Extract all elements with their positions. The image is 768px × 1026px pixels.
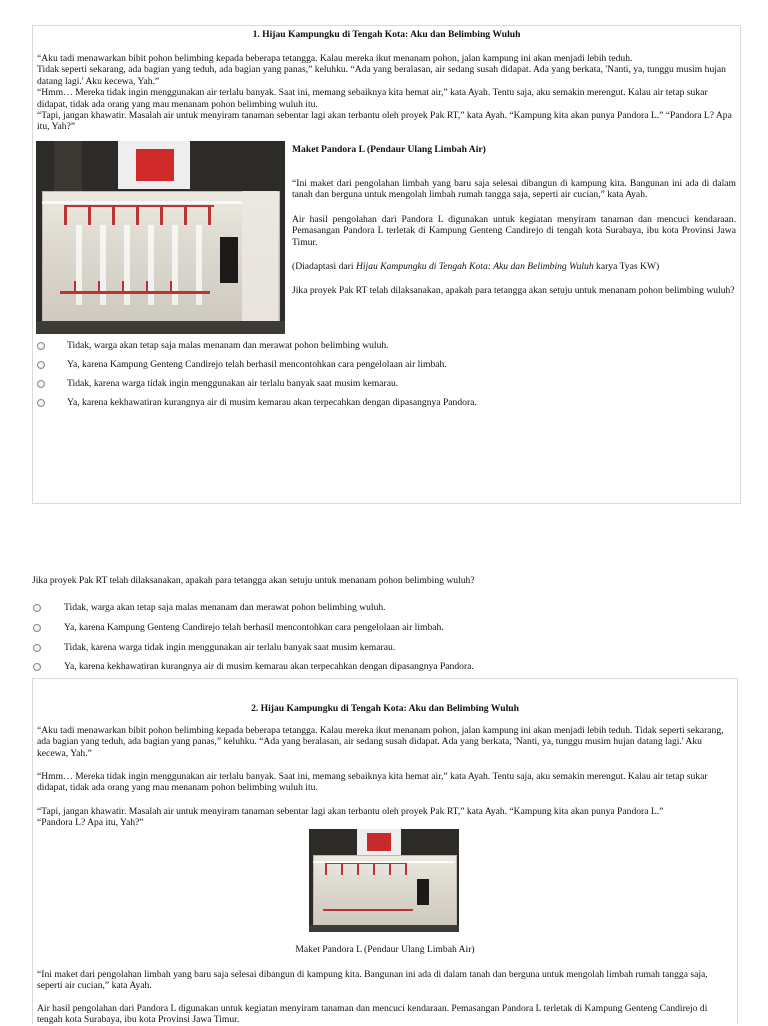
q1-paragraph-2: Tidak seperti sekarang, ada bagian yang teduh, ada bagian yang panas,” keluhku. “Ada yang beralasan, air sedang susah didapat. Ada yang berkata, 'Nanti, ya, tunggu musim hujan datang lagi.' Aku kecewa, Yah.” <box>37 64 726 87</box>
q1-paragraph-5: “Ini maket dari pengolahan limbah yang baru saja selesai dibangun di kampung kita. Bangunan ini ada di dalam tanah dan berguna untuk mengolah limbah rumah tangga saja, seperti air cucian,” kata Ayah. <box>292 178 736 201</box>
q1-option-a[interactable] <box>37 340 389 351</box>
q1-paragraph-6: Air hasil pengolahan dari Pandora L digunakan untuk kegiatan menyiram tanaman dan mencuci kendaraan. Pemasangan Pandora L terletak di Kampung Genteng Candirejo di tengah kota Surabaya, ibu kota Provinsi Jawa Timur. <box>292 214 736 248</box>
q1-source-suffix: karya Tyas KW) <box>593 261 660 272</box>
q1-story <box>37 53 736 133</box>
radio-button[interactable] <box>33 663 41 671</box>
q2-paragraph-3 <box>37 806 733 829</box>
mid-option-b[interactable] <box>33 622 444 633</box>
radio-button[interactable] <box>33 624 41 632</box>
q1-option-b[interactable] <box>37 359 447 370</box>
q1-source <box>292 261 736 272</box>
q1-option-d[interactable] <box>37 397 477 408</box>
q1-source-prefix: (Diadaptasi dari <box>292 261 356 272</box>
mid-option-a-label: Tidak, warga akan tetap saja malas menanam dan merawat pohon belimbing wuluh. <box>64 602 386 613</box>
pandora-model-photo <box>36 141 285 334</box>
q1-photo-caption: Maket Pandora L (Pendaur Ulang Limbah Air) <box>292 144 486 155</box>
q1-option-a-label: Tidak, warga akan tetap saja malas menanam dan merawat pohon belimbing wuluh. <box>67 340 389 351</box>
question-2-title: 2. Hijau Kampungku di Tengah Kota: Aku dan Belimbing Wuluh <box>251 703 519 714</box>
radio-button[interactable] <box>33 604 41 612</box>
q1-question: Jika proyek Pak RT telah dilaksanakan, apakah para tetangga akan setuju untuk menanam pohon belimbing wuluh? <box>292 285 735 296</box>
q2-paragraph-3-line-2: “Pandora L? Apa itu, Yah?” <box>37 817 144 829</box>
mid-option-c-label: Tidak, karena warga tidak ingin menggunakan air terlalu banyak saat musim kemarau. <box>64 642 396 653</box>
question-1-title: 1. Hijau Kampungku di Tengah Kota: Aku dan Belimbing Wuluh <box>252 29 521 40</box>
question-2-card <box>32 678 738 1024</box>
q1-paragraph-1: “Aku tadi menawarkan bibit pohon belimbing kepada beberapa tetangga. Kalau mereka ikut menanam pohon, jalan kampung ini akan menjadi lebih teduh. <box>37 53 633 64</box>
q2-paragraph-4: “Ini maket dari pengolahan limbah yang baru saja selesai dibangun di kampung kita. Bangunan ini ada di dalam tanah dan berguna untuk mengolah limbah rumah tangga saja, seperti air cucian,” kata Ayah. <box>37 969 708 992</box>
pandora-model-photo-small <box>309 829 459 932</box>
mid-option-b-label: Ya, karena Kampung Genteng Candirejo telah berhasil mencontohkan cara pengelolaan air limbah. <box>64 622 444 633</box>
q1-paragraph-4: “Tapi, jangan khawatir. Masalah air untuk menyiram tanaman sebentar lagi akan terbantu oleh proyek Pak RT,” kata Ayah. “Kampung kita akan punya Pandora L.” “Pandora L? Apa itu, Yah?” <box>37 110 732 133</box>
mid-option-a[interactable] <box>33 602 386 613</box>
q1-option-b-label: Ya, karena Kampung Genteng Candirejo telah berhasil mencontohkan cara pengelolaan air limbah. <box>67 359 447 370</box>
radio-button[interactable] <box>37 380 45 388</box>
mid-option-c[interactable] <box>33 642 395 653</box>
q2-paragraph-2: “Hmm… Mereka tidak ingin menggunakan air terlalu banyak. Saat ini, memang sebaiknya kita hemat air,” kata Ayah. Tentu saja, aku semakin merengut. Kalau air tetap sukar didapat, tidak ada orang yang mau menanam pohon belimbing wuluh itu. <box>37 771 708 794</box>
radio-button[interactable] <box>37 342 45 350</box>
q2-paragraph-3-line-1: “Tapi, jangan khawatir. Masalah air untuk menyiram tanaman sebentar lagi akan terbantu oleh proyek Pak RT,” kata Ayah. “Kampung kita akan punya Pandora L.” <box>37 806 664 817</box>
question-1-card <box>32 25 741 504</box>
q1-paragraph-3: “Hmm… Mereka tidak ingin menggunakan air terlalu banyak. Saat ini, memang sebaiknya kita hemat air,” kata Ayah. Tentu saja, aku semakin merengut. Kalau air tetap sukar didapat, tidak ada orang yang mau menanam pohon belimbing wuluh itu. <box>37 87 708 110</box>
radio-button[interactable] <box>37 399 45 407</box>
radio-button[interactable] <box>33 644 41 652</box>
mid-option-d-label: Ya, karena kekhawatiran kurangnya air di musim kemarau akan terpecahkan dengan dipasangnya Pandora. <box>64 661 474 672</box>
mid-question: Jika proyek Pak RT telah dilaksanakan, apakah para tetangga akan setuju untuk menanam pohon belimbing wuluh? <box>32 575 475 586</box>
mid-option-d[interactable] <box>33 661 474 672</box>
q1-source-title: Hijau Kampungku di Tengah Kota: Aku dan Belimbing Wuluh <box>355 261 594 272</box>
q2-paragraph-1: “Aku tadi menawarkan bibit pohon belimbing kepada beberapa tetangga. Kalau mereka ikut menanam pohon, jalan kampung ini akan menjadi lebih teduh. Tidak seperti sekarang, ada bagian yang teduh, ada bagian yang panas,” keluhku. “Ada yang beralasan, air sedang susah didapat. Ada yang berkata, 'Nanti, ya, tunggu musim hujan datang lagi.' Aku kecewa, Yah.” <box>37 725 724 759</box>
q2-paragraph-5: Air hasil pengolahan dari Pandora L digunakan untuk kegiatan menyiram tanaman dan mencuci kendaraan. Pemasangan Pandora L terletak di Kampung Genteng Candirejo di tengah kota Surabaya, ibu kota Provinsi Jawa Timur. <box>37 1003 708 1026</box>
q1-option-d-label: Ya, karena kekhawatiran kurangnya air di musim kemarau akan terpecahkan dengan dipasangnya Pandora. <box>67 397 477 408</box>
q1-option-c[interactable] <box>37 378 398 389</box>
q1-option-c-label: Tidak, karena warga tidak ingin menggunakan air terlalu banyak saat musim kemarau. <box>67 378 399 389</box>
q2-photo-caption: Maket Pandora L (Pendaur Ulang Limbah Air) <box>295 944 475 955</box>
radio-button[interactable] <box>37 361 45 369</box>
